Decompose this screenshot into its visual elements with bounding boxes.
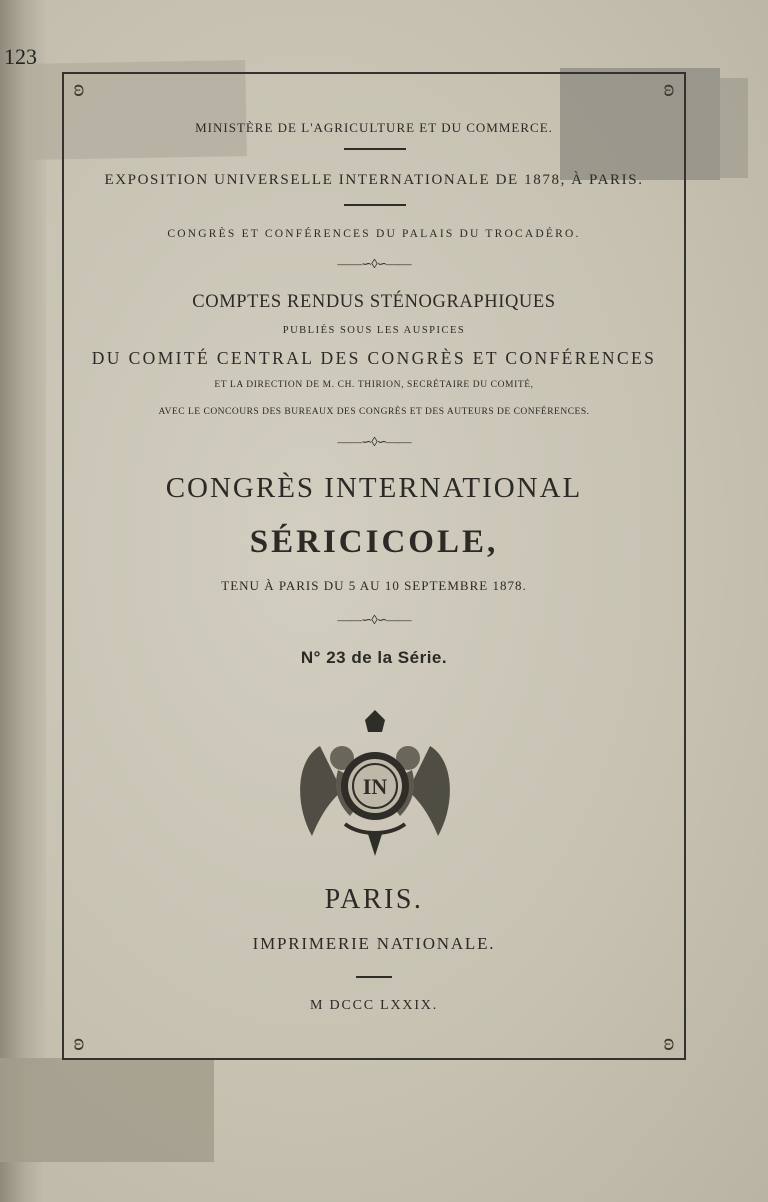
corner-flourish-icon: ʚ [663, 1030, 675, 1056]
city-imprint: PARIS. [324, 884, 424, 915]
divider-rule [344, 148, 406, 150]
ornamental-divider-icon: ——∽◊∽—— [337, 612, 411, 627]
publication-year: M DCCC LXXIX. [309, 998, 439, 1013]
ministry-line: MINISTÈRE DE L'AGRICULTURE ET DU COMMERCE. [195, 120, 553, 135]
congress-subject: SÉRICICOLE, [249, 524, 499, 560]
tape-residue-bottom [0, 1058, 214, 1162]
ornamental-divider-icon: ——∽◊∽—— [337, 256, 411, 271]
auspices-line: PUBLIÉS SOUS LES AUSPICES [282, 325, 466, 336]
concours-line: AVEC LE CONCOURS DES BUREAUX DES CONGRÈS ET DES AUTEURS DE CONFÉRENCES. [158, 407, 590, 417]
stamp-fragment [718, 78, 748, 178]
emblem-monogram: IN [362, 774, 388, 799]
imprimerie-emblem-icon [290, 706, 460, 866]
series-number: N° 23 de la Série. [300, 648, 448, 667]
direction-line: ET LA DIRECTION DE M. CH. THIRION, SECRÉTAIRE DU COMITÉ, [214, 380, 534, 390]
divider-rule [344, 204, 406, 206]
corner-flourish-icon: ʚ [73, 76, 85, 102]
reports-title: COMPTES RENDUS STÉNOGRAPHIQUES [192, 292, 556, 312]
printer-name: IMPRIMERIE NATIONALE. [252, 934, 496, 953]
exposition-line: EXPOSITION UNIVERSELLE INTERNATIONALE DE 1878, À PARIS. [104, 172, 644, 188]
binding-edge [0, 0, 46, 1202]
divider-rule [356, 976, 392, 978]
ornamental-divider-icon: ——∽◊∽—— [337, 434, 411, 449]
corner-flourish-icon: ʚ [663, 76, 675, 102]
corner-flourish-icon: ʚ [73, 1030, 85, 1056]
held-dates: TENU À PARIS DU 5 AU 10 SEPTEMBRE 1878. [221, 578, 527, 593]
congress-title: CONGRÈS INTERNATIONAL [165, 472, 583, 504]
shelf-mark: 123 [4, 44, 37, 69]
congresses-line: CONGRÈS ET CONFÉRENCES DU PALAIS DU TROCADÉRO. [167, 228, 581, 240]
committee-line: DU COMITÉ CENTRAL DES CONGRÈS ET CONFÉRENCES [91, 348, 657, 368]
